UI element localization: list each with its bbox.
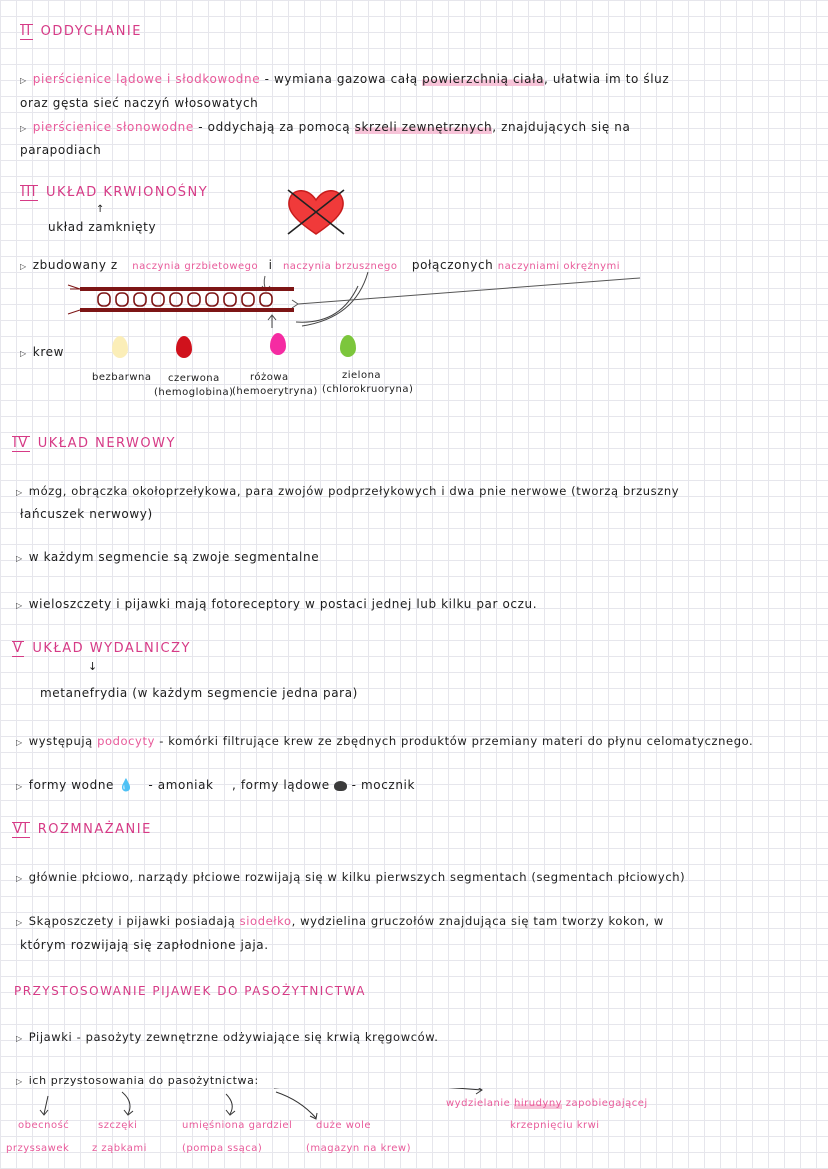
leeches-bullet-2	[16, 1074, 259, 1087]
blood-drop-red	[176, 336, 192, 358]
blood-drop-green	[340, 335, 356, 357]
blood-pigment-pink: (hemoerytryna)	[232, 386, 318, 397]
nervous-bullet-3	[16, 597, 537, 611]
breathing-text-1a: - wymiana gazowa całą	[264, 72, 418, 86]
built-text: zbudowany z	[32, 258, 118, 272]
ring-vessels	[98, 293, 272, 306]
urea-text: - mocznik	[351, 778, 416, 792]
breathing-bullet-2-line2: parapodiach	[20, 143, 102, 157]
anticoagulant-text: zapobiegającej	[565, 1098, 648, 1109]
water-drop-icon: 💧	[118, 778, 134, 792]
nervous-bullet-1	[16, 484, 679, 498]
ventral-vessel-label: naczynia brzusznego	[282, 261, 398, 272]
nervous-bullet-1-line2: łańcuszek nerwowy)	[20, 507, 153, 521]
section-5-title: UKŁAD WYDALNICZY	[32, 641, 191, 656]
section-2-numeral: II	[21, 24, 32, 39]
bullet-icon: ▷	[16, 918, 23, 927]
section-6-numeral: VI	[13, 822, 29, 837]
blood-pigment-red: (hemoglobina)	[154, 387, 234, 398]
connected-text: połączonych	[411, 258, 494, 272]
section-3-title: UKŁAD KRWIONOŚNY	[46, 185, 209, 200]
blood-type-pink: różowa	[250, 372, 289, 383]
external-gills-highlight: skrzeli zewnętrznych	[354, 120, 493, 134]
bullet-icon: ▷	[20, 76, 27, 85]
adaptation-crop-line1: duże wole	[316, 1120, 371, 1131]
rock-icon	[334, 781, 347, 791]
breathing-bullet-2	[20, 120, 630, 134]
crossed-heart-icon	[284, 186, 348, 238]
podocytes-description: - komórki filtrujące krew ze zbędnych produktów przemiany materi do płynu celomatycznego.	[159, 734, 754, 748]
breathing-bullet-1	[20, 72, 669, 86]
reproduction-bullet-2-line2: którym rozwijają się zapłodnione jaja.	[20, 938, 269, 952]
saltwater-annelids: pierścienice słonowodne	[32, 120, 194, 134]
section-5-numeral: V	[13, 641, 24, 656]
hirudin-secretion-line2: krzepnięciu krwi	[510, 1120, 600, 1131]
reproduction-bullet-1	[16, 870, 685, 884]
arrow-up-icon: ↑	[96, 204, 105, 215]
leeches-bullet-1	[16, 1030, 438, 1044]
section-6-title: ROZMNAŻANIE	[37, 822, 152, 837]
breathing-text-2a: - oddychają za pomocą	[198, 120, 351, 134]
leeches-text-2: ich przystosowania do pasożytnictwa:	[28, 1074, 259, 1087]
body-surface-highlight: powierzchnią ciała	[422, 72, 545, 86]
section-3-heading	[20, 185, 208, 201]
bullet-icon: ▷	[16, 738, 23, 747]
bullet-icon: ▷	[16, 874, 23, 883]
metanephridia-text: metanefrydia (w każdym segmencie jedna para)	[40, 686, 358, 700]
nervous-text-3: wieloszczety i pijawki mają fotoreceptory w postaci jednej lub kilku par oczu.	[28, 597, 538, 611]
breathing-text-1b: , ułatwia im to śluz	[544, 72, 670, 86]
adaptation-suckers-line1: obecność	[18, 1120, 70, 1131]
reproduction-text-1: głównie płciowo, narządy płciowe rozwijają się w kilku pierwszych segmentach (segmentach płciowych)	[28, 870, 686, 884]
hirudin-highlight: hirudyny	[514, 1098, 563, 1109]
hirudin-secretion	[446, 1098, 648, 1109]
bullet-icon: ▷	[20, 349, 27, 358]
blood-bullet	[20, 345, 64, 359]
bullet-icon: ▷	[16, 782, 23, 791]
occur-text: występują	[28, 734, 93, 748]
breathing-bullet-1-line2: oraz gęsta sieć naczyń włosowatych	[20, 96, 259, 110]
bullet-icon: ▷	[16, 1034, 23, 1043]
excretory-bullet-2	[16, 778, 415, 792]
bullet-icon: ▷	[20, 262, 27, 271]
adaptation-jaws-line1: szczęki	[98, 1120, 138, 1131]
aquatic-forms-text: formy wodne	[28, 778, 115, 792]
blood-pigment-green: (chlorokruoryna)	[322, 384, 414, 395]
section-3-numeral: III	[21, 185, 38, 200]
dorsal-vessel	[68, 285, 294, 291]
reproduction-text-2b: , wydzielina gruczołów znajdująca się tam tworzy kokon, w	[291, 914, 664, 928]
section-4-numeral: IV	[13, 436, 29, 451]
blood-drop-pink	[270, 333, 286, 355]
ventral-vessel	[68, 308, 294, 314]
section-2-title: ODDYCHANIE	[40, 24, 142, 39]
reproduction-text-2a: Skąposzczety i pijawki posiadają	[28, 914, 236, 928]
leeches-text-1: Pijawki - pasożyty zewnętrzne odżywiające się krwią kręgowców.	[28, 1030, 439, 1044]
breathing-text-2b: , znajdujących się na	[492, 120, 631, 134]
and-text: i	[268, 258, 273, 272]
secretion-text: wydzielanie	[446, 1098, 511, 1109]
excretory-bullet-1	[16, 734, 753, 748]
section-4-title: UKŁAD NERWOWY	[37, 436, 176, 451]
nervous-text-2: w każdym segmencie są zwoje segmentalne	[28, 550, 320, 564]
podocytes-label: podocyty	[97, 734, 155, 748]
land-forms-text: , formy lądowe	[232, 778, 330, 792]
arrow-down-icon: ↓	[88, 660, 98, 673]
adaptation-jaws-line2: z ząbkami	[92, 1143, 147, 1154]
blood-label: krew	[32, 345, 64, 359]
blood-type-red: czerwona	[168, 373, 220, 384]
adaptation-pharynx-line2: (pompa ssąca)	[182, 1143, 263, 1154]
nervous-text-1: mózg, obrączka okołoprzełykowa, para zwojów podprzełykowych i dwa pnie nerwowe (tworzą brzuszny	[28, 484, 680, 498]
clitellum-label: siodełko	[239, 914, 292, 928]
adaptation-arrows	[30, 1088, 500, 1120]
bullet-icon: ▷	[20, 124, 27, 133]
blood-type-colorless: bezbarwna	[92, 372, 152, 383]
ring-vessels-label: naczyniami okrężnymi	[497, 261, 621, 272]
adaptation-crop-line2: (magazyn na krew)	[306, 1143, 411, 1154]
land-freshwater-annelids: pierścienice lądowe i słodkowodne	[32, 72, 261, 86]
blood-drop-colorless	[112, 336, 128, 358]
reproduction-bullet-2	[16, 914, 664, 928]
section-6-heading	[12, 822, 152, 838]
bullet-icon: ▷	[16, 554, 23, 563]
bullet-icon: ▷	[16, 601, 23, 610]
adaptations-heading: PRZYSTOSOWANIE PIJAWEK DO PASOŻYTNICTWA	[14, 984, 366, 998]
dorsal-vessel-label: naczynia grzbietowego	[132, 261, 259, 272]
section-5-heading	[12, 641, 191, 657]
bullet-icon: ▷	[16, 1077, 23, 1086]
section-2-heading	[20, 24, 142, 40]
vessel-diagram	[60, 270, 660, 340]
adaptation-suckers-line2: przyssawek	[6, 1143, 70, 1154]
blood-type-green: zielona	[342, 370, 382, 381]
section-4-heading	[12, 436, 176, 452]
closed-system-label: układ zamknięty	[48, 220, 157, 234]
nervous-bullet-2	[16, 550, 319, 564]
ammonia-text: - amoniak	[148, 778, 214, 792]
adaptation-pharynx-line1: umięśniona gardziel	[182, 1120, 293, 1131]
bullet-icon: ▷	[16, 488, 23, 497]
